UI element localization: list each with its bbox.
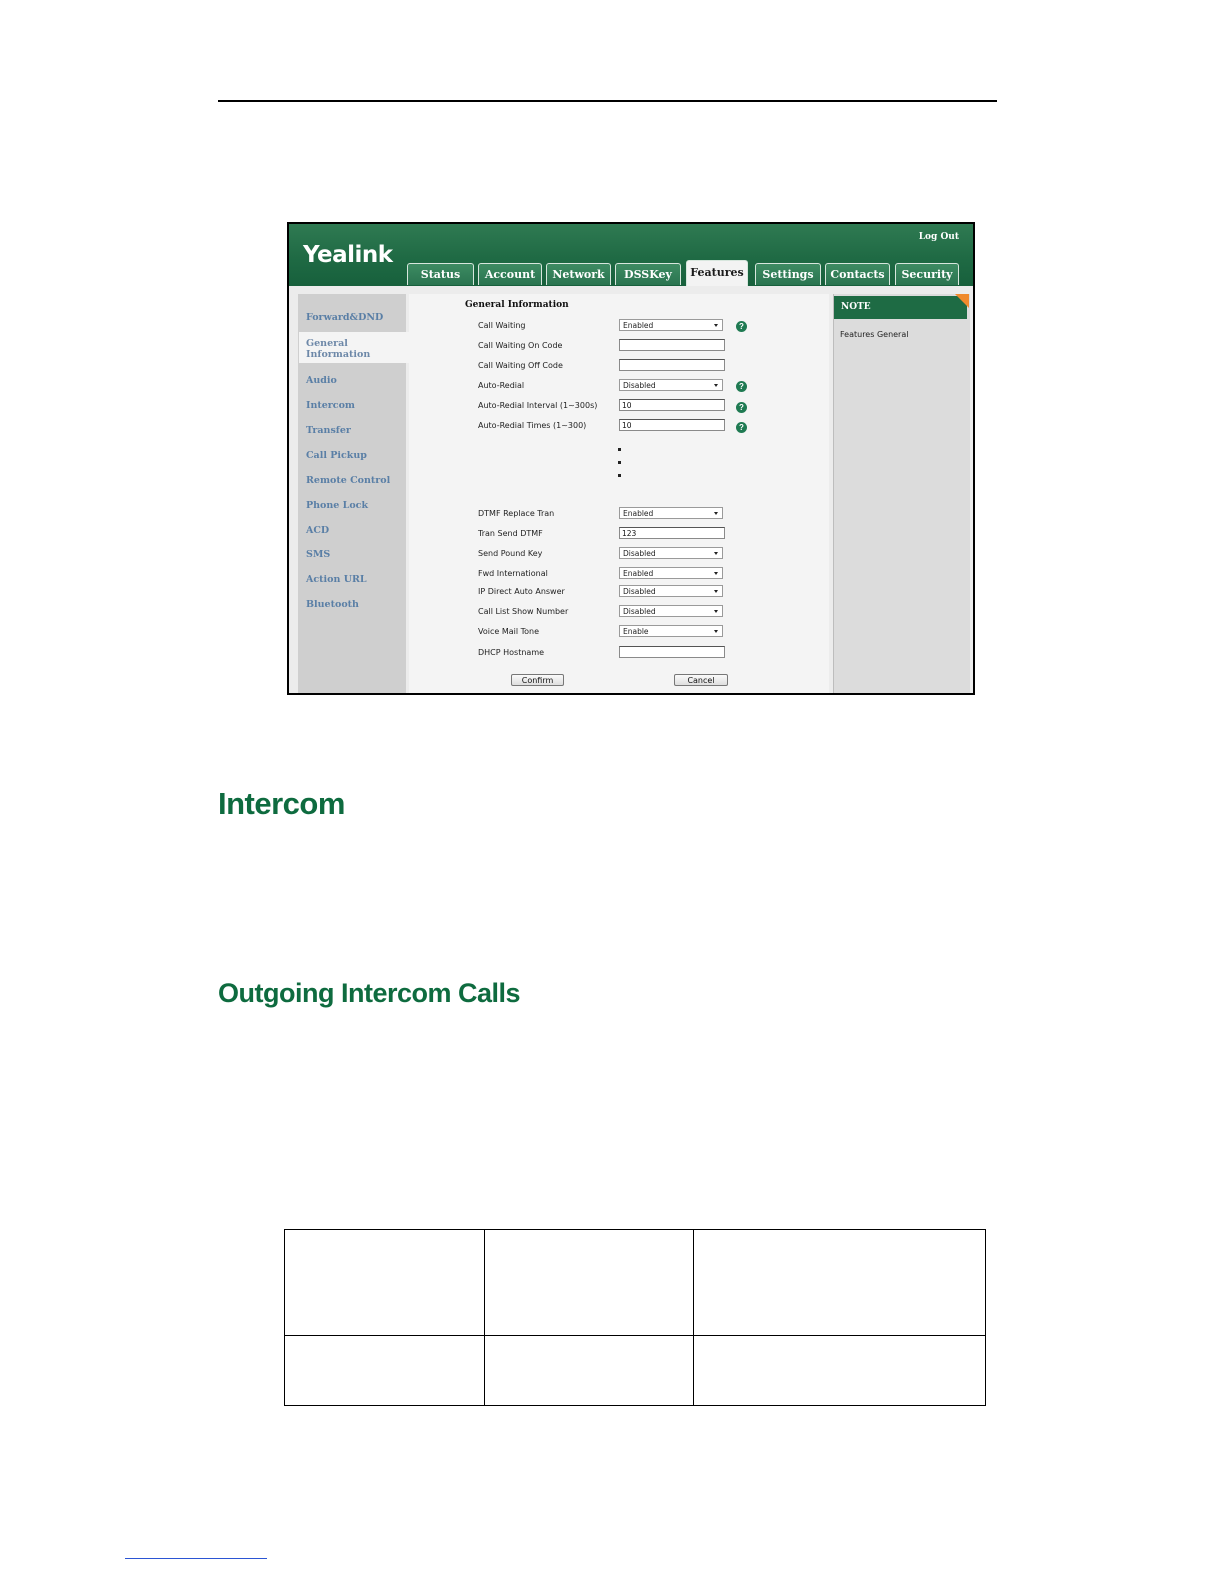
- tab-network[interactable]: Network: [546, 263, 611, 285]
- field-label: Fwd International: [478, 569, 548, 578]
- field-label: DTMF Replace Tran: [478, 509, 555, 518]
- section-title: General Information: [465, 300, 569, 310]
- help-icon[interactable]: ?: [736, 321, 747, 332]
- ip-direct-auto-answer-select[interactable]: [619, 585, 723, 597]
- nav-call-pickup[interactable]: Call Pickup: [306, 450, 367, 461]
- table-column-divider: [484, 1230, 485, 1405]
- nav-sms[interactable]: SMS: [306, 549, 331, 560]
- auto-redial-select[interactable]: [619, 379, 723, 391]
- nav-phone-lock[interactable]: Phone Lock: [306, 500, 369, 511]
- chevron-down-icon: [714, 610, 718, 613]
- field-label: Tran Send DTMF: [478, 529, 543, 538]
- help-icon[interactable]: ?: [736, 422, 747, 433]
- ellipsis-dot: [618, 474, 621, 477]
- field-label: Call Waiting Off Code: [478, 361, 563, 370]
- nav-general-information[interactable]: General Information: [306, 338, 371, 360]
- empty-table: [284, 1229, 986, 1406]
- tab-contacts[interactable]: Contacts: [825, 263, 890, 285]
- chevron-down-icon: [714, 512, 718, 515]
- logout-link[interactable]: Log Out: [918, 232, 959, 242]
- nav-bluetooth[interactable]: Bluetooth: [306, 599, 359, 610]
- field-label: Call List Show Number: [478, 607, 569, 616]
- note-header: NOTE: [834, 296, 967, 319]
- dtmf-replace-tran-select[interactable]: [619, 507, 723, 519]
- confirm-button[interactable]: Confirm: [511, 674, 564, 686]
- field-label: Voice Mail Tone: [478, 627, 540, 636]
- nav-acd[interactable]: ACD: [306, 525, 330, 536]
- select-value: Enabled: [623, 569, 654, 578]
- chevron-down-icon: [714, 552, 718, 555]
- select-value: Enable: [623, 627, 649, 636]
- help-icon[interactable]: ?: [736, 381, 747, 392]
- web-ui-screenshot: [287, 222, 975, 695]
- note-corner-icon: [955, 294, 969, 308]
- tab-dsskey[interactable]: DSSKey: [615, 263, 681, 285]
- top-bar: [289, 224, 973, 286]
- ellipsis-dot: [618, 461, 621, 464]
- tab-status[interactable]: Status: [407, 263, 474, 285]
- field-label: IP Direct Auto Answer: [478, 587, 565, 596]
- cancel-button[interactable]: Cancel: [674, 674, 728, 686]
- field-label: Call Waiting: [478, 321, 526, 330]
- footer-link-underline: [125, 1558, 267, 1559]
- heading-outgoing-intercom-calls: Outgoing Intercom Calls: [218, 978, 521, 1008]
- nav-action-url[interactable]: Action URL: [306, 574, 367, 585]
- chevron-down-icon: [714, 590, 718, 593]
- field-label: Send Pound Key: [478, 549, 543, 558]
- ellipsis-dot: [618, 448, 621, 451]
- nav-intercom[interactable]: Intercom: [306, 400, 355, 411]
- auto-redial-times-input[interactable]: 10: [619, 419, 725, 431]
- nav-forward-dnd[interactable]: Forward&DND: [306, 312, 384, 323]
- nav-transfer[interactable]: Transfer: [306, 425, 351, 436]
- nav-audio[interactable]: Audio: [306, 375, 337, 386]
- call-waiting-off-code-input[interactable]: [619, 359, 725, 371]
- note-panel: [833, 294, 970, 695]
- select-value: Disabled: [623, 549, 656, 558]
- yealink-logo: Yealink: [303, 242, 393, 268]
- chevron-down-icon: [714, 384, 718, 387]
- tran-send-dtmf-input[interactable]: 123: [619, 527, 725, 539]
- fwd-international-select[interactable]: [619, 567, 723, 579]
- call-list-show-number-select[interactable]: [619, 605, 723, 617]
- call-waiting-on-code-input[interactable]: [619, 339, 725, 351]
- field-label: Auto-Redial Interval (1~300s): [478, 401, 598, 410]
- field-label: Call Waiting On Code: [478, 341, 563, 350]
- table-column-divider: [693, 1230, 694, 1405]
- chevron-down-icon: [714, 572, 718, 575]
- dhcp-hostname-input[interactable]: [619, 646, 725, 658]
- select-value: Disabled: [623, 381, 656, 390]
- tab-security[interactable]: Security: [895, 263, 959, 285]
- field-label: Auto-Redial: [478, 381, 525, 390]
- table-row-divider: [285, 1335, 985, 1336]
- field-label: Auto-Redial Times (1~300): [478, 421, 587, 430]
- heading-intercom: Intercom: [218, 786, 345, 821]
- select-value: Disabled: [623, 587, 656, 596]
- field-label: DHCP Hostname: [478, 648, 545, 657]
- send-pound-key-select[interactable]: [619, 547, 723, 559]
- select-value: Enabled: [623, 509, 654, 518]
- note-text: Features General: [840, 330, 909, 339]
- chevron-down-icon: [714, 324, 718, 327]
- select-value: Disabled: [623, 607, 656, 616]
- tab-features[interactable]: Features: [686, 260, 748, 286]
- call-waiting-select[interactable]: [619, 319, 723, 331]
- voice-mail-tone-select[interactable]: [619, 625, 723, 637]
- nav-remote-control[interactable]: Remote Control: [306, 475, 391, 486]
- header-rule: [218, 100, 997, 102]
- auto-redial-interval-input[interactable]: 10: [619, 399, 725, 411]
- help-icon[interactable]: ?: [736, 402, 747, 413]
- chevron-down-icon: [714, 630, 718, 633]
- tab-settings[interactable]: Settings: [755, 263, 821, 285]
- select-value: Enabled: [623, 321, 654, 330]
- tab-account[interactable]: Account: [478, 263, 542, 285]
